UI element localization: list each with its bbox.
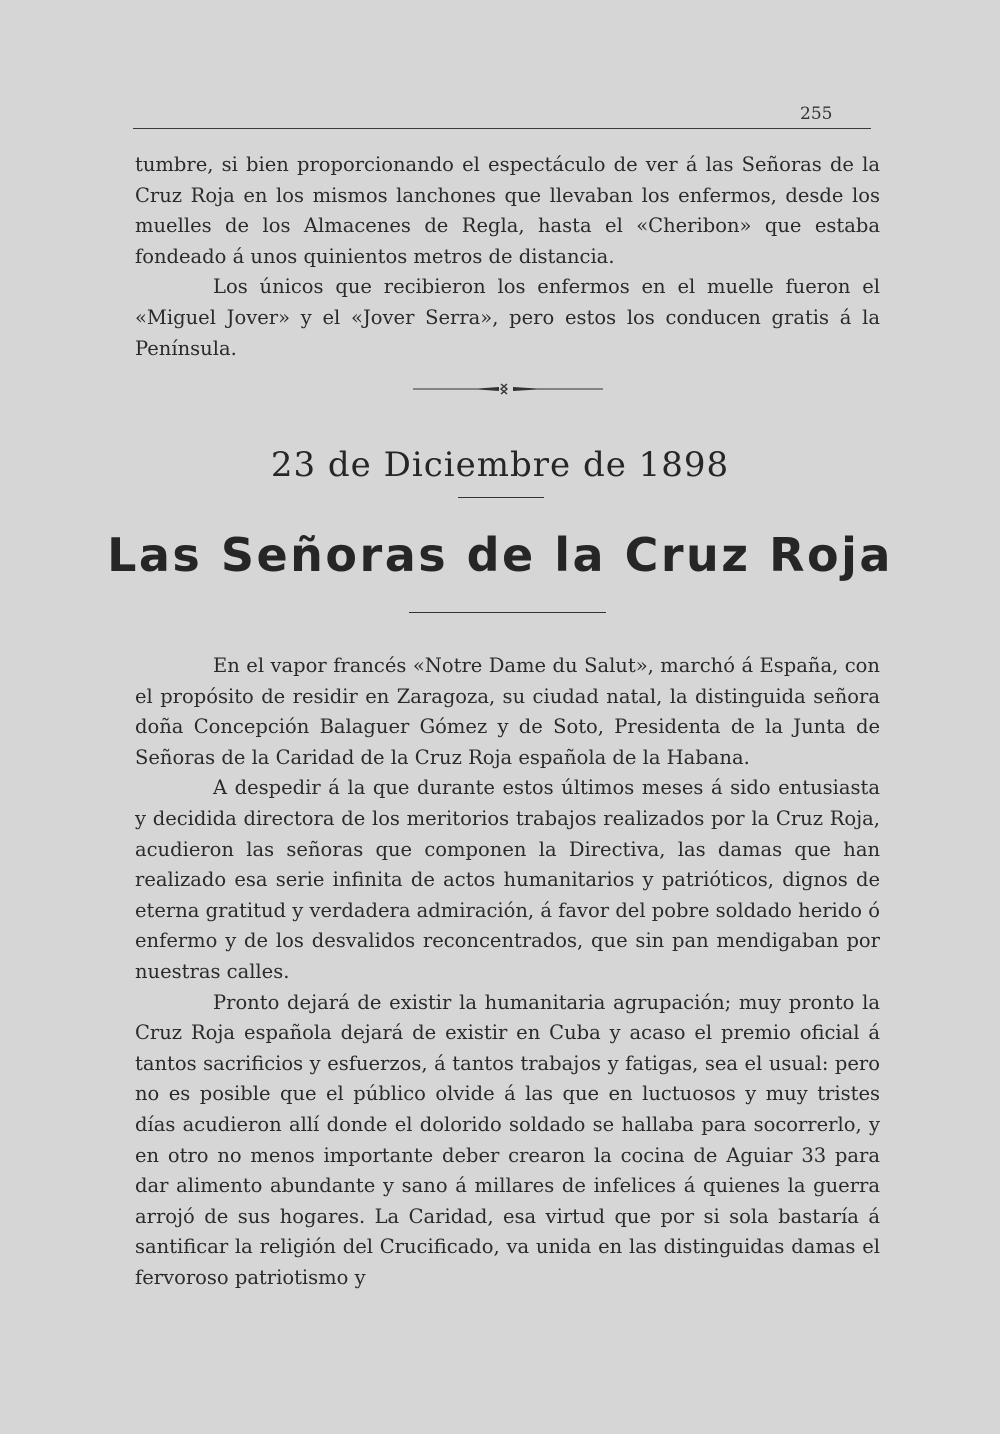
section-divider-ornament (413, 382, 603, 396)
heading-rule (458, 497, 544, 498)
body-paragraph: En el vapor francés «Notre Dame du Salut», marchó á España, con el propósito de residir en Zaragoza, su ciudad natal, la distinguida señora doña Concepción Balaguer Gómez y de Soto, Presidenta de la Junta de Señoras de la Caridad de la Cruz Roja española de la Habana. (135, 654, 880, 769)
intro-paragraph: Los únicos que recibieron los enfermos en el muelle fueron el «Miguel Jover» y el «Jover Serra», pero estos los conducen gratis á la Península. (135, 275, 880, 360)
page-number: 255 (800, 104, 833, 124)
intro-text (135, 150, 880, 364)
title-rule (409, 612, 606, 613)
body-paragraph: A despedir á la que durante estos últimos meses á sido entusiasta y decidida directora de los meritorios trabajos realizados por la Cruz Roja, acudieron las señoras que componen la Directiva, las damas que han realizado esa serie infinita de actos humanitarios y patrióticos, dignos de eterna gratitud y verdadera admiración, á favor del pobre soldado herido ó enfermo y de los desvalidos reconcentrados, que sin pan mendigaban por nuestras calles. (135, 776, 880, 983)
date-heading: 23 de Diciembre de 1898 (270, 445, 730, 485)
article-body (135, 651, 880, 1293)
header-rule (133, 128, 871, 129)
body-paragraph: Pronto dejará de existir la humanitaria agrupación; muy pronto la Cruz Roja española dejará de existir en Cuba y acaso el premio oficial á tantos sacrificios y esfuerzos, á tantos trabajos y fatigas, sea el usual: pero no es posible que el público olvide á las que en luctuosos y muy tristes días acudieron allí donde el dolorido soldado se hallaba para socorrerlo, y en otro no menos importante deber crearon la cocina de Aguiar 33 para dar alimento abundante y sano á millares de infelices á quienes la guerra arrojó de sus hogares. La Caridad, esa virtud que por si sola bastaría á santificar la religión del Crucificado, va unida en las distinguidas damas el fervoroso patriotismo y (135, 990, 880, 1289)
intro-paragraph-continued: tumbre, si bien proporcionando el espectáculo de ver á las Señoras de la Cruz Roja en los mismos lanchones que llevaban los enfermos, desde los muelles de los Almacenes de Regla, hasta el «Cheribon» que estaba fondeado á unos quinientos metros de distancia. (135, 153, 880, 268)
article-title: Las Señoras de la Cruz Roja (107, 528, 893, 582)
